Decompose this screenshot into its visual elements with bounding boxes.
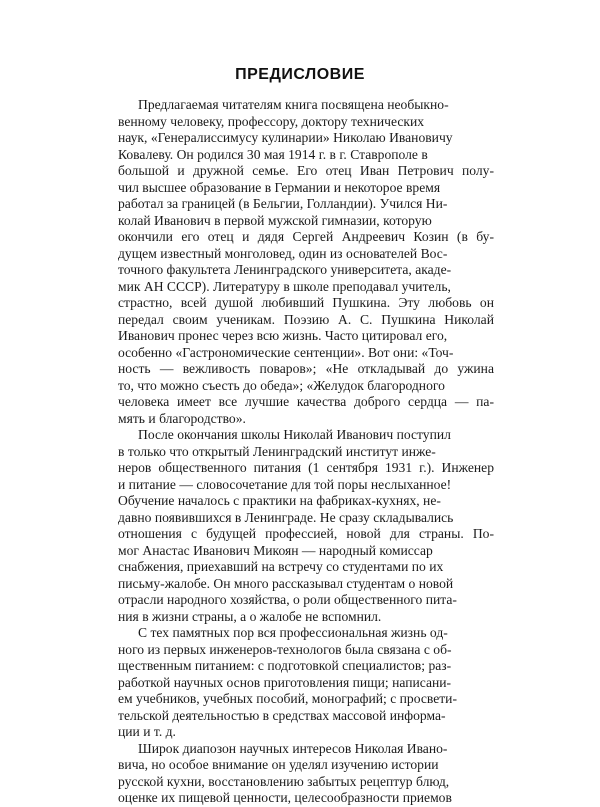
text-line: дущем известный монголовед, один из основателей Вос- xyxy=(118,245,448,261)
text-line: Обучение началось с практики на фабриках-кухнях, не- xyxy=(118,493,441,508)
text-line: ции и т. д. xyxy=(118,724,176,739)
text-line: отношения с будущей профессией, новой для страны. По- xyxy=(118,526,494,541)
text-line: отрасли народного хозяйства, о роли общественного пита- xyxy=(118,592,457,607)
text-line: человека имеет все лучшие качества доброго сердца — па- xyxy=(118,394,494,409)
text-line: Широк диапозон научных интересов Николая Ивано- xyxy=(138,740,448,756)
text-line: точного факультета Ленинградского университета, акаде- xyxy=(118,262,452,277)
text-line: то, что можно съесть до обеда»; «Желудок благородного xyxy=(118,377,445,393)
text-line: оценке их пищевой ценности, целесообразности приемов xyxy=(118,790,452,805)
text-line: ем учебников, учебных пособий, монографий; с просвети- xyxy=(118,691,457,706)
text-line: снабжения, приехавший на встречу со студентами по их xyxy=(118,559,444,574)
text-line: большой и дружной семье. Его отец Иван Петрович полу- xyxy=(118,163,494,178)
text-line: в только что открытый Ленинградский институт инже- xyxy=(118,443,436,459)
text-line: мик АН СССР). Литературу в школе преподавал учитель, xyxy=(118,278,451,294)
text-line: особенно «Гастрономические сентенции». Вот они: «Точ- xyxy=(118,344,454,360)
text-line: ного из первых инженеров-технологов была связана с об- xyxy=(118,641,452,657)
text-line: письму-жалобе. Он много рассказывал студентам о новой xyxy=(118,575,454,591)
text-line: окончили его отец и дядя Сергей Андреевич Козин (в бу- xyxy=(118,229,494,244)
text-line: неров общественного питания (1 сентября 1931 г.). Инженер xyxy=(118,460,494,475)
text-line: Иванович пронес через всю жизнь. Часто цитировал его, xyxy=(118,328,448,343)
text-line: ния в жизни страны, а о жалобе не вспомнил. xyxy=(118,608,382,624)
text-line: тельской деятельностью в средствах массовой информа- xyxy=(118,707,446,723)
text-line: страстно, всей душой любивший Пушкина. Эту любовь он xyxy=(118,295,494,310)
text-line: передал своим ученикам. Поэзию А. С. Пушкина Николай xyxy=(118,311,494,327)
text-line: колай Иванович в первой мужской гимназии, которую xyxy=(118,212,432,228)
text-line: давно появившихся в Ленинграде. Не сразу складывались xyxy=(118,509,454,525)
text-line: ность — вежливость поваров»; «Не откладывай до ужина xyxy=(118,361,494,376)
text-line: работал за границей (в Бельгии, Голландии). Учился Ни- xyxy=(118,196,448,211)
text-line: мять и благородство». xyxy=(118,410,246,426)
text-line: Предлагаемая читателям книга посвящена необыкно- xyxy=(138,97,449,112)
text-line: венному человеку, профессору, доктору технических xyxy=(118,113,425,129)
text-line: работкой научных основ приготовления пищи; написани- xyxy=(118,674,452,690)
text-line: чил высшее образование в Германии и некоторое время xyxy=(118,179,441,195)
text-line: наук, «Генералиссимусу кулинарии» Николаю Ивановичу xyxy=(118,130,453,145)
body-text xyxy=(118,97,494,807)
text-line: щественным питанием: с подготовкой специалистов; раз- xyxy=(118,658,452,673)
text-line: и питание — словосочетание для той поры неслыханное! xyxy=(118,476,452,492)
text-line: мог Анастас Иванович Микоян — народный комиссар xyxy=(118,542,433,558)
text-line: русской кухни, восстановлению забытых рецептур блюд, xyxy=(118,773,450,789)
text-line: После окончания школы Николай Иванович поступил xyxy=(138,427,451,442)
text-line: С тех памятных пор вся профессиональная жизнь од- xyxy=(138,625,448,640)
text-line: Ковалеву. Он родился 30 мая 1914 г. в г. Ставрополе в xyxy=(118,146,428,162)
page-title: ПРЕДИСЛОВИЕ xyxy=(235,66,365,83)
text-line: вича, но особое внимание он уделял изучению истории xyxy=(118,757,439,772)
